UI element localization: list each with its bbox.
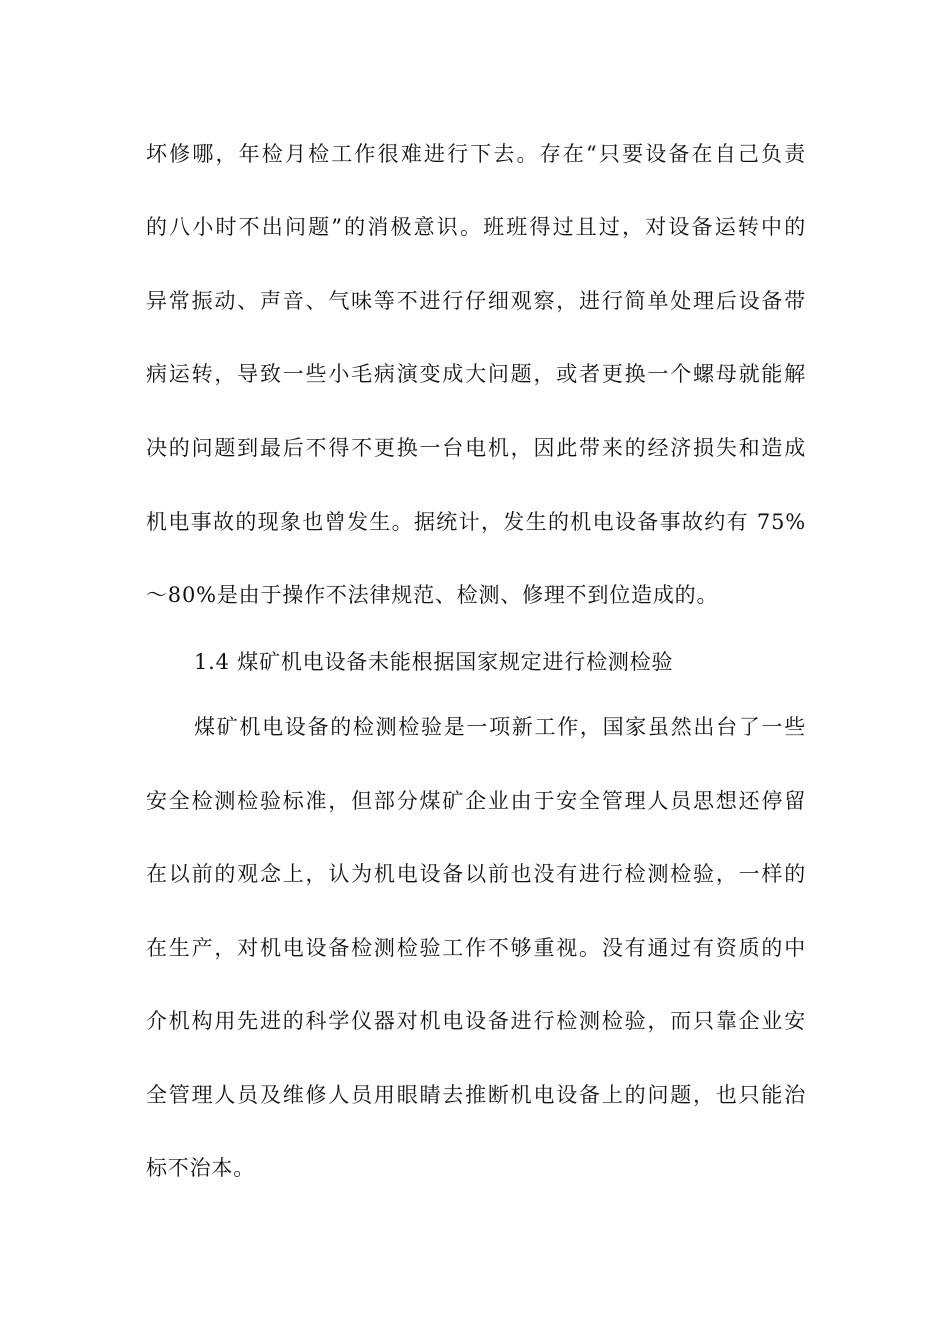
paragraph-line: 的八小时不出问题”的消极意识。班班得过且过，对设备运转中的	[146, 215, 806, 239]
paragraph-line: 标不治本。	[146, 1156, 255, 1180]
section-heading: 1.4 煤矿机电设备未能根据国家规定进行检测检验	[194, 650, 674, 674]
paragraph-line: 机电事故的现象也曾发生。据统计，发生的机电设备事故约有 75%	[146, 510, 806, 534]
paragraph-line: ～80%是由于操作不法律规范、检测、修理不到位造成的。	[146, 583, 719, 607]
paragraph-line: 在以前的观念上，认为机电设备以前也没有进行检测检验，一样的	[146, 862, 806, 886]
paragraph-line: 异常振动、声音、气味等不进行仔细观察，进行简单处理后设备带	[146, 289, 806, 313]
paragraph-line: 全管理人员及维修人员用眼睛去推断机电设备上的问题，也只能治	[146, 1083, 806, 1107]
paragraph-line: 病运转，导致一些小毛病演变成大问题，或者更换一个螺母就能解	[146, 362, 806, 386]
paragraph-line: 煤矿机电设备的检测检验是一项新工作，国家虽然出台了一些	[194, 715, 806, 739]
paragraph-line: 决的问题到最后不得不更换一台电机，因此带来的经济损失和造成	[146, 436, 806, 460]
paragraph-line: 在生产，对机电设备检测检验工作不够重视。没有通过有资质的中	[146, 936, 806, 960]
paragraph-line: 介机构用先进的科学仪器对机电设备进行检测检验，而只靠企业安	[146, 1009, 806, 1033]
paragraph-line: 安全检测检验标准，但部分煤矿企业由于安全管理人员思想还停留	[146, 789, 806, 813]
paragraph-line: 坏修哪，年检月检工作很难进行下去。存在“只要设备在自己负责	[146, 142, 806, 166]
